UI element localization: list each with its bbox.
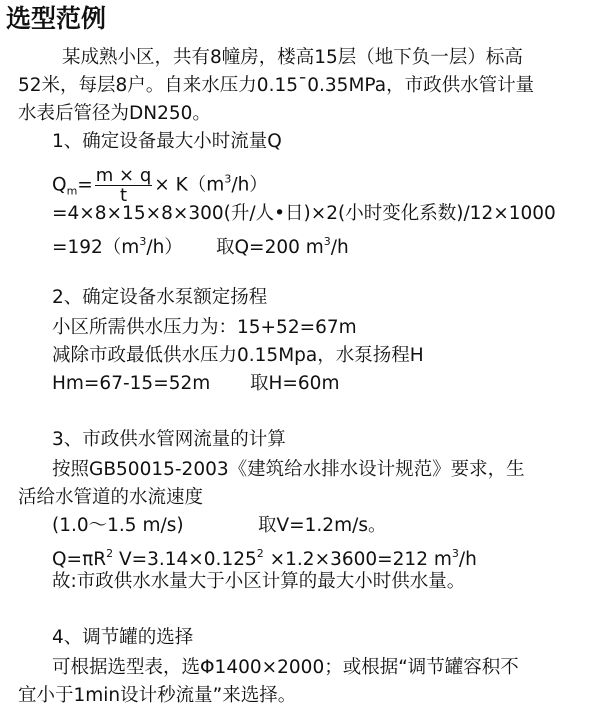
s3-l4-a: Q=πR [52, 549, 107, 570]
s3-line-1: 按照GB50015-2003《建筑给水排水设计规范》要求，生 [52, 459, 525, 480]
formula-sup: 3 [224, 172, 232, 186]
s3-line-4 [52, 542, 477, 572]
s3-line-3b: 取V=1.2m/s。 [258, 515, 387, 536]
s3-l4-sup3: 3 [451, 547, 459, 560]
section-4-heading: 4、调节罐的选择 [52, 627, 194, 648]
flow-formula [52, 166, 268, 205]
section-3-heading: 3、市政供水管网流量的计算 [52, 429, 286, 450]
s3-line-3a: (1.0～1.5 m/s) [52, 515, 184, 536]
calc-line-1: =4×8×15×8×300(升/人•日)×2(小时变化系数)/12×1000 [52, 203, 556, 224]
s2-line-3a: Hm=67-15=52m [52, 373, 211, 394]
calc-line-2 [52, 230, 183, 260]
calc2-c: 取Q=200 m [216, 237, 324, 258]
s3-l4-sup2: 2 [256, 547, 264, 560]
s3-line-5: 故:市政供水水量大于小区计算的最大小时供水量。 [52, 571, 466, 592]
calc2-sup: 3 [139, 235, 147, 248]
s3-line-2: 活给水管道的水流速度 [18, 487, 204, 508]
s2-line-2: 减除市政最低供水压力0.15Mpa，水泵扬程H [52, 345, 424, 366]
formula-q: Q [52, 174, 67, 196]
s3-l4-d: /h [458, 549, 477, 570]
calc2-a: =192（m [52, 237, 140, 258]
formula-denominator: t [120, 185, 128, 206]
s3-l4-c: ×1.2×3600=212 m [263, 549, 452, 570]
calc2-b: /h） [146, 237, 183, 258]
calc2-d: /h [330, 237, 349, 258]
formula-q-subscript: m [66, 184, 78, 198]
s2-line-1: 小区所需供水压力为：15+52=67m [52, 317, 357, 338]
section-1-heading: 1、确定设备最大小时流量Q [52, 131, 282, 152]
page-title: 选型范例 [6, 4, 107, 33]
formula-tail: /h） [231, 174, 268, 196]
intro-line-1: 某成熟小区，共有8幢房，楼高15层（地下负一层）标高 [62, 47, 523, 68]
calc-line-2-result [216, 230, 349, 260]
s4-line-2: 宜小于1min设计秒流量”来选择。 [18, 685, 297, 706]
s3-l4-b: V=3.14×0.125 [113, 549, 257, 570]
formula-numerator: m × q [95, 165, 152, 186]
formula-fraction [95, 166, 153, 205]
s3-l4-sup1: 2 [106, 547, 114, 560]
formula-rest: × K（m [154, 174, 225, 196]
intro-line-2: 52米，每层8户。自来水压力0.15¯0.35MPa，市政供水管计量 [18, 75, 535, 96]
s2-line-3b: 取H=60m [250, 373, 340, 394]
s4-line-1: 可根据选型表，选Φ1400×2000；或根据“调节罐容积不 [52, 657, 519, 678]
section-2-heading: 2、确定设备水泵额定扬程 [52, 287, 268, 308]
formula-equals: = [77, 174, 93, 196]
intro-line-3: 水表后管径为DN250。 [18, 103, 211, 124]
calc2-sup2: 3 [323, 235, 331, 248]
